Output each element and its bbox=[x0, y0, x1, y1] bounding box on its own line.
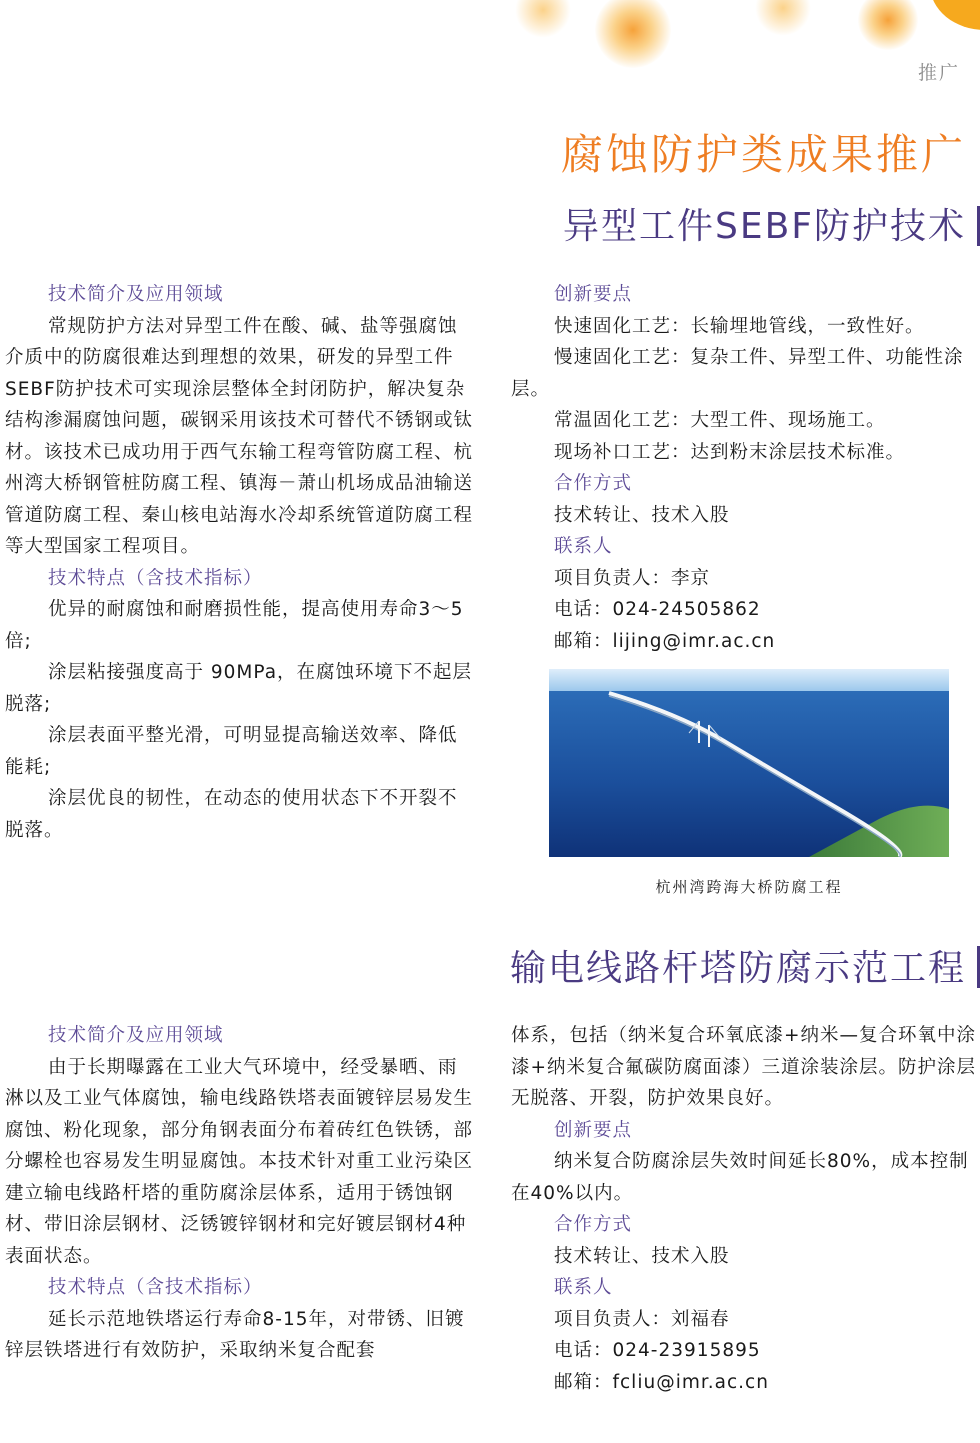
intro-heading: 技术简介及应用领域 bbox=[48, 284, 224, 305]
features-heading: 技术特点（含技术指标） bbox=[48, 1277, 263, 1298]
intro-text: 常规防护方法对异型工件在酸、碱、盐等强腐蚀介质中的防腐很难达到理想的效果，研发的异型工件SEBF防护技术可实现涂层整体全封闭防护，解决复杂结构渗漏腐蚀问题，碳钢采用该技术可替代不锈钢或钛材。该技术已成功用于西气东输工程弯管防腐工程、杭州湾大桥钢管桩防腐工程、镇海－萧山机场成品油输送管道防腐工程、秦山核电站海水冷却系统管道防腐工程等大型国家工程项目。 bbox=[5, 315, 474, 557]
decor-glow bbox=[858, 0, 918, 50]
intro-heading: 技术简介及应用领域 bbox=[48, 1025, 224, 1046]
contact-phone: 电话：024-23915895 bbox=[554, 1340, 761, 1361]
contact-person: 项目负责人：李京 bbox=[554, 567, 711, 589]
article2-title: 输电线路杆塔防腐示范工程 bbox=[509, 948, 966, 989]
innovation-heading: 创新要点 bbox=[554, 284, 633, 305]
decor-orange-arc bbox=[930, 0, 980, 30]
contact-phone: 电话：024-24505862 bbox=[554, 599, 761, 620]
decor-glow bbox=[755, 0, 811, 36]
decor-glow bbox=[515, 0, 571, 38]
feature-item: 涂层表面平整光滑，可明显提高输送效率、降低能耗; bbox=[5, 725, 458, 778]
features-text: 延长示范地铁塔运行寿命8-15年，对带锈、旧镀锌层铁塔进行有效防护，采取纳米复合配套 bbox=[5, 1308, 465, 1361]
article1-right-column bbox=[511, 279, 980, 657]
photo-caption: 杭州湾跨海大桥防腐工程 bbox=[655, 878, 843, 896]
innovation-item: 现场补口工艺：达到粉末涂层技术标准。 bbox=[554, 441, 906, 463]
innovation-heading: 创新要点 bbox=[554, 1119, 633, 1141]
features-heading: 技术特点（含技术指标） bbox=[48, 567, 263, 589]
contact-heading: 联系人 bbox=[554, 1277, 613, 1298]
contact-heading: 联系人 bbox=[554, 536, 613, 557]
cooperation-text: 技术转让、技术入股 bbox=[554, 1245, 730, 1267]
article1-title: 异型工件SEBF防护技术 bbox=[562, 206, 966, 247]
feature-item: 涂层优良的韧性，在动态的使用状态下不开裂不脱落。 bbox=[5, 788, 458, 841]
decor-glow bbox=[595, 0, 671, 68]
article2-right-column bbox=[511, 1020, 980, 1398]
continued-text: 体系，包括（纳米复合环氧底漆+纳米—复合环氧中涂漆+纳米复合氟碳防腐面漆）三道涂装涂层。防护涂层无脱落、开裂，防护效果良好。 bbox=[511, 1025, 977, 1109]
section-tag: 推广 bbox=[918, 62, 961, 84]
feature-item: 优异的耐腐蚀和耐磨损性能，提高使用寿命3～5倍; bbox=[5, 599, 464, 652]
contact-email: 邮箱：lijing@imr.ac.cn bbox=[554, 630, 776, 652]
bridge-photo bbox=[549, 669, 949, 857]
innovation-text: 纳米复合防腐涂层失效时间延长80%，成本控制在40%以内。 bbox=[511, 1151, 969, 1204]
article1-left-column bbox=[5, 279, 473, 846]
innovation-item: 慢速固化工艺：复杂工件、异型工件、功能性涂层。 bbox=[511, 347, 964, 400]
intro-text: 由于长期曝露在工业大气环境中，经受暴晒、雨淋以及工业气体腐蚀，输电线路铁塔表面镀锌层易发生腐蚀、粉化现象，部分角钢表面分布着砖红色铁锈，部分螺栓也容易发生明显腐蚀。本技术针对重工业污染区建立输电线路杆塔的重防腐涂层体系，适用于锈蚀钢材、带旧涂层钢材、泛锈镀锌钢材和完好镀层钢材4种表面状态。 bbox=[5, 1056, 474, 1267]
contact-email: 邮箱：fcliu@imr.ac.cn bbox=[554, 1371, 769, 1393]
contact-person: 项目负责人：刘福春 bbox=[554, 1308, 730, 1330]
cooperation-heading: 合作方式 bbox=[554, 1214, 633, 1235]
cooperation-heading: 合作方式 bbox=[554, 473, 633, 494]
innovation-item: 常温固化工艺：大型工件、现场施工。 bbox=[554, 410, 886, 431]
article2-left-column bbox=[5, 1020, 473, 1367]
feature-item: 涂层粘接强度高于 90MPa，在腐蚀环境下不起层脱落; bbox=[5, 662, 473, 715]
cooperation-text: 技术转让、技术入股 bbox=[554, 504, 730, 526]
innovation-item: 快速固化工艺：长输埋地管线，一致性好。 bbox=[554, 315, 925, 337]
page-title: 腐蚀防护类成果推广 bbox=[560, 130, 966, 179]
